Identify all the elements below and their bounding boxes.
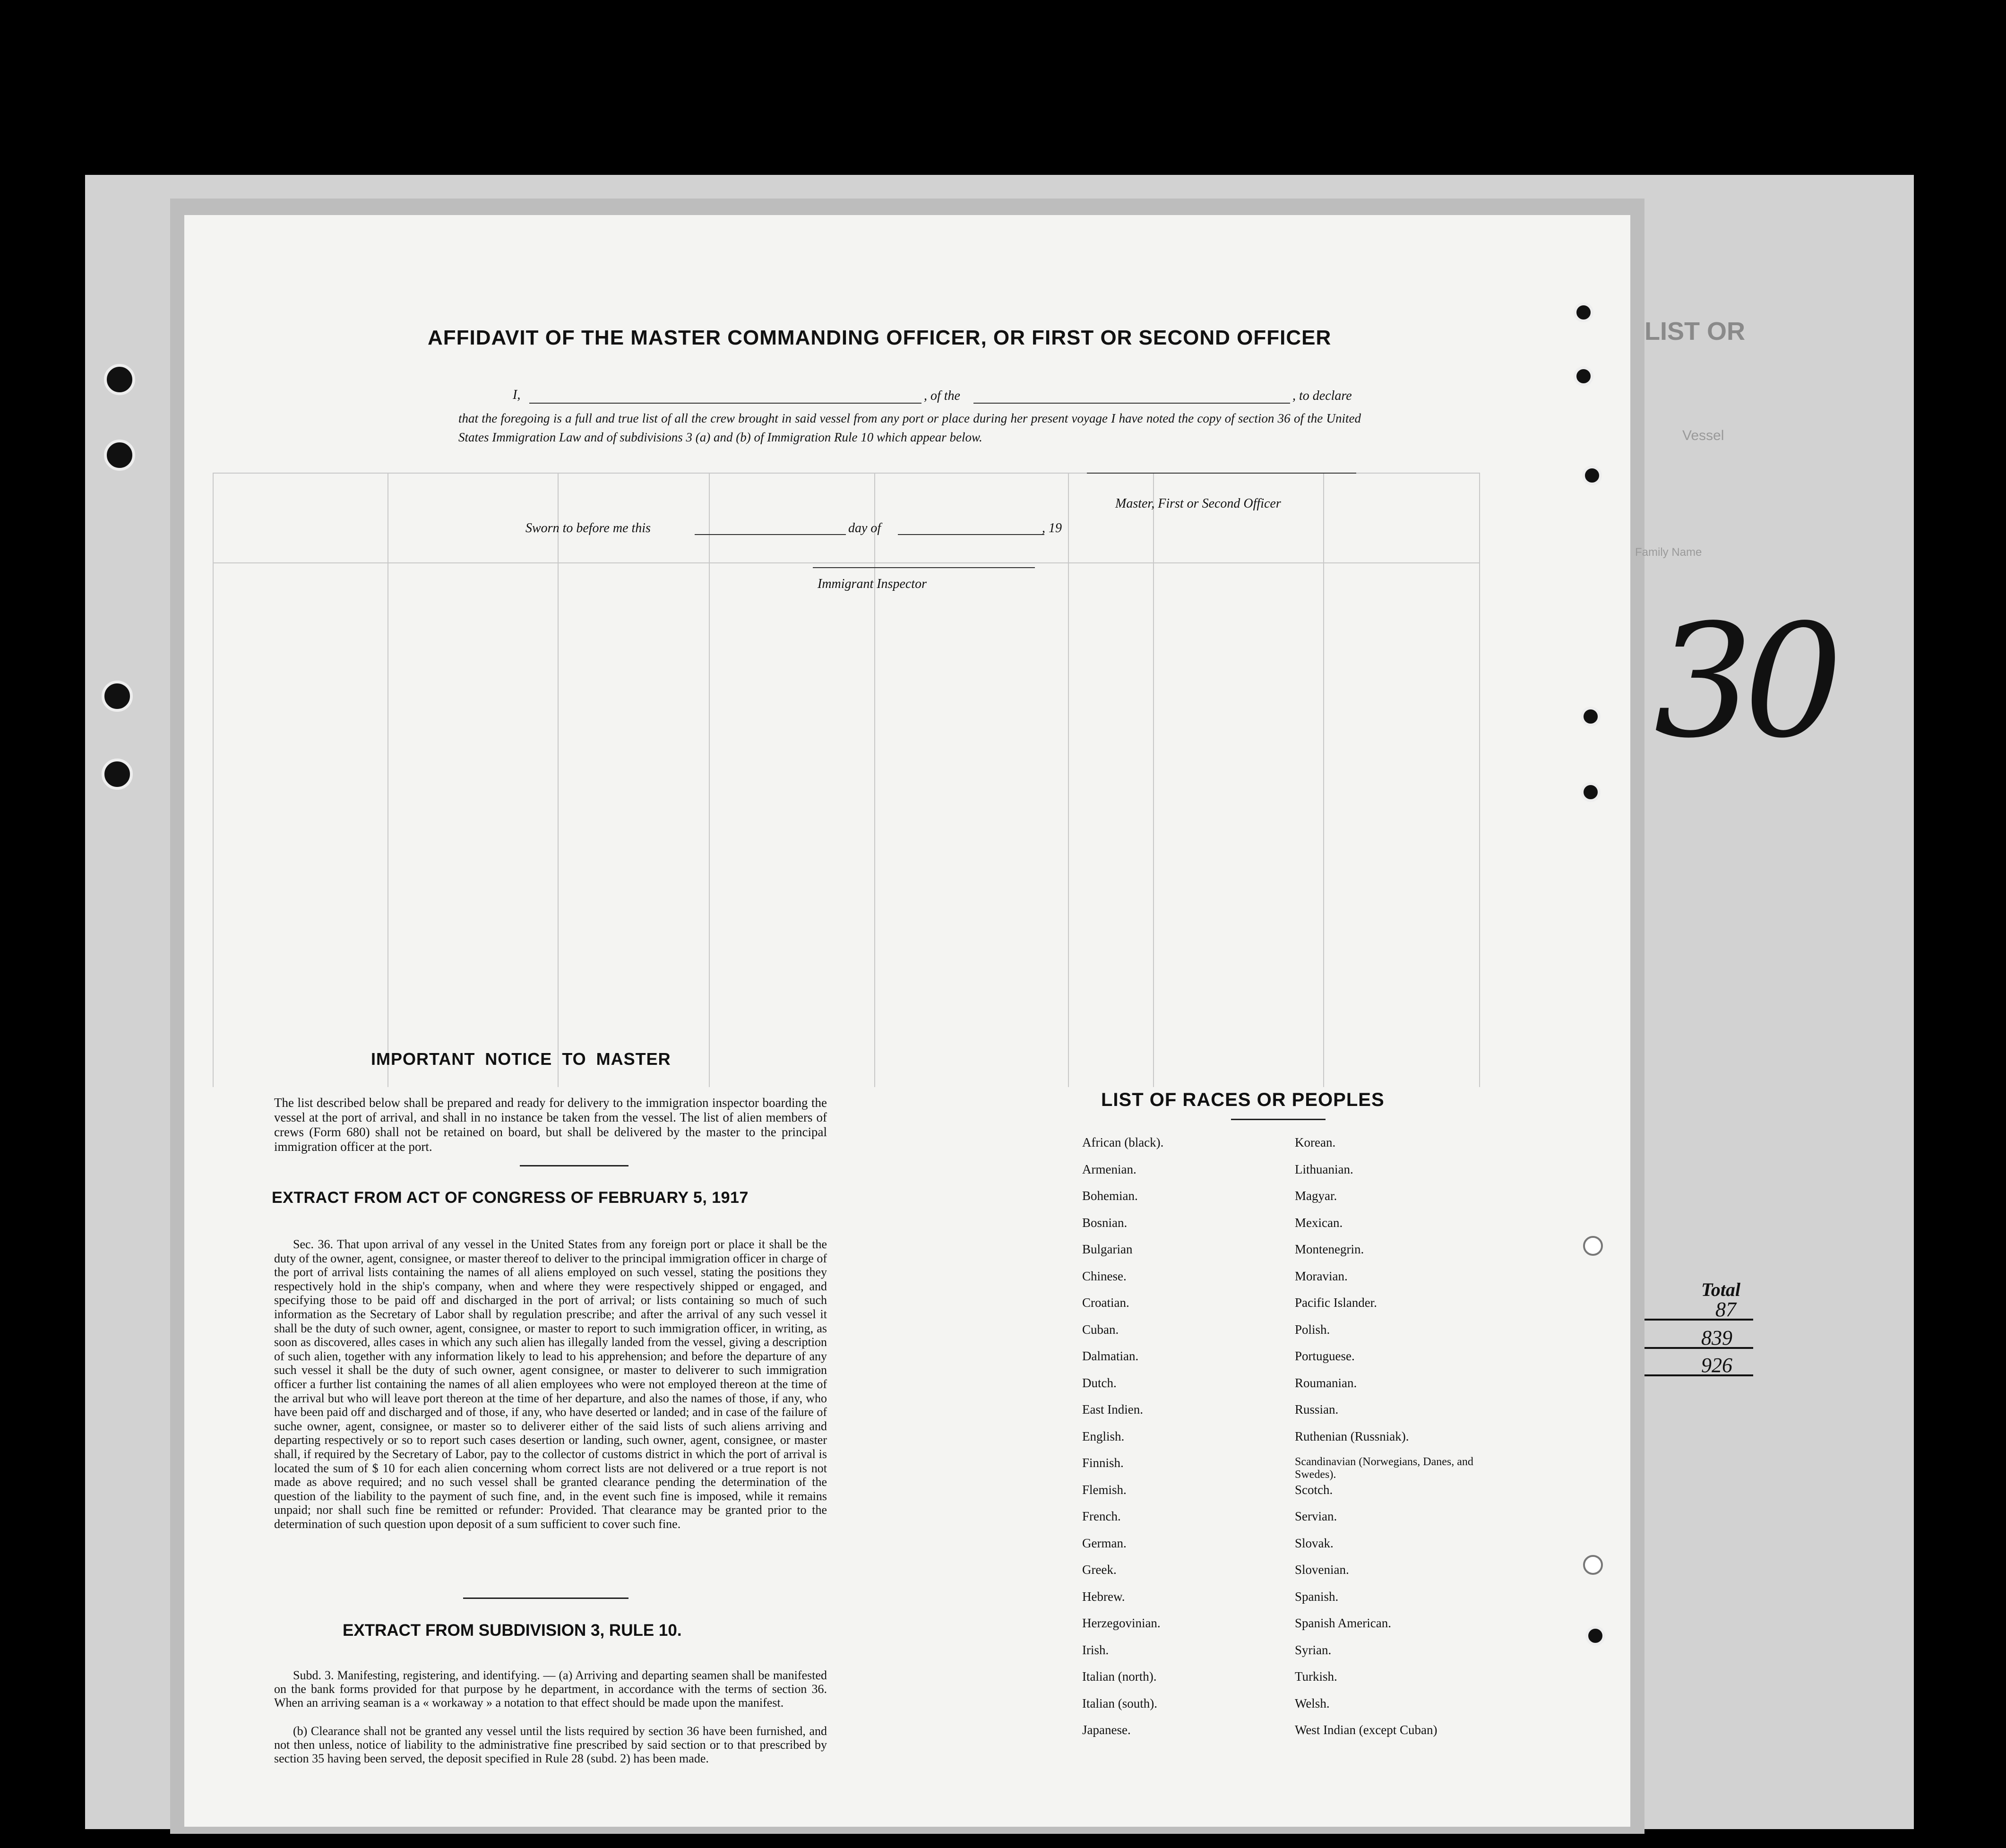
list-heading-partial: LIST OR: [1644, 317, 1745, 345]
race-item: Flemish.: [1082, 1482, 1127, 1497]
signature-blank: [1087, 473, 1356, 474]
race-item: Slovenian.: [1295, 1563, 1349, 1577]
race-item: Syrian.: [1295, 1642, 1332, 1657]
race-item: African (black).: [1082, 1135, 1164, 1149]
name-blank: [529, 403, 921, 404]
divider: [1231, 1119, 1326, 1120]
total-label: Total: [1701, 1279, 1740, 1300]
race-item: West Indian (except Cuban): [1295, 1723, 1438, 1737]
race-item: Mexican.: [1295, 1215, 1343, 1230]
sworn-month-blank: [898, 534, 1044, 535]
punch-hole: [1585, 1626, 1605, 1646]
totals-rule-1: [1644, 1319, 1753, 1321]
grid-line: [213, 473, 214, 1087]
race-item: Armenian.: [1082, 1162, 1136, 1176]
race-item: Bosnian.: [1082, 1215, 1128, 1230]
race-item: Welsh.: [1295, 1696, 1330, 1710]
grid-line: [874, 473, 875, 1087]
totals-rule-2: [1644, 1347, 1753, 1349]
total-value-2: 839: [1701, 1326, 1732, 1349]
race-item: Slovak.: [1295, 1536, 1334, 1550]
vessel-blank: [973, 403, 1290, 404]
punch-hole: [1583, 1555, 1603, 1575]
affidavit-title: AFFIDAVIT OF THE MASTER COMMANDING OFFICER, OR FIRST OR SECOND OFFICER: [428, 326, 1332, 349]
punch-hole: [1574, 302, 1593, 322]
extract-act-body: Sec. 36. That upon arrival of any vessel in the United States from any foreign port or place it shall be the duty of the owner, agent, consignee, or master thereof to deliver to the principal immigration officer in charge of the port of arrival lists containing the names of all aliens employed on such vessel, stating the positions they respectively hold in the ship's company, when and where they were respectively shipped or engaged, and specifying those to be paid off and discharged in the port of arrival; or lists containing so much of such information as the Secretary of Labor shall by regulation prescribe; and after the arrival of any such vessel it shall be the duty of such owner, agent, consignee, or master to report to such immigration officer, in writing, as soon as discovered, alles cases in which any such alien has illegally landed from the vessel, giving a description of such alien, together with any information likely to lead to his apprehension; and before the departure of any such vessel it shall be the duty of such owner, agent consignee, or master to deliverer to such immigration officer a further list containing the names of all alien employees who were not employed thereon at the time of the arrival but who will leave port thereon at the time of her departure, and also the names of those, if any, who have been paid off and discharged and of those, if any, who have deserted or landed; and in case of the failure of suche owner, agent, consignee, or master so to deliverer either of the said lists of such aliens arriving and departing respectively or so to report such cases desertion or landing, such owner, agent, consignee, or master shall, if required by the Secretary of Labor, pay to the collector of customs district in which the port of arrival is located the sum of $ 10 for each alien concerning whom correct lists are not delivered or a true report is not made as above required; and no such vessel shall be granted clearance pending the determination of the question of the liability to the payment of such fine, and, in the event such fine is imposed, while it remains unpaid; nor shall such fine be remitted or refunder: Provided. That clearance may be granted prior to the determination of such question upon deposit of a sum sufficient to cover such fine.: [274, 1237, 827, 1531]
race-item: Chinese.: [1082, 1269, 1127, 1283]
sworn-label: Sworn to before me this: [525, 521, 651, 535]
punch-hole: [1581, 707, 1601, 726]
race-item: Magyar.: [1295, 1189, 1337, 1203]
binder-hole: [102, 759, 133, 790]
race-item: English.: [1082, 1429, 1125, 1443]
race-item: Turkish.: [1295, 1669, 1337, 1684]
punch-hole: [1574, 366, 1593, 386]
inspector-label: Immigrant Inspector: [818, 577, 927, 591]
sworn-day-blank: [695, 534, 846, 535]
race-item: Finnish.: [1082, 1456, 1124, 1470]
grid-line: [213, 562, 1479, 563]
binder-hole: [102, 681, 133, 712]
affidavit-body: that the foregoing is a full and true list of all the crew brought in said vessel from any port or place during her present voyage I have noted the copy of section 36 of the United States Immigration Law and of subdivisions 3 (a) and (b) of Immigration Rule 10 which appear below.: [458, 411, 1361, 444]
grid-line: [1479, 473, 1480, 1087]
race-item: Italian (north).: [1082, 1669, 1157, 1684]
race-item: Lithuanian.: [1295, 1162, 1353, 1176]
punch-hole: [1583, 1236, 1603, 1256]
binder-hole: [104, 440, 135, 471]
vessel-label: Vessel: [1682, 428, 1724, 443]
grid-line: [1323, 473, 1324, 1087]
race-item: Moravian.: [1295, 1269, 1348, 1283]
race-item: Dutch.: [1082, 1375, 1117, 1390]
grid-line: [1068, 473, 1069, 1087]
divider: [463, 1598, 628, 1599]
inspector-signature-blank: [813, 567, 1035, 568]
day-of-label: day of: [848, 521, 881, 535]
race-item: Bohemian.: [1082, 1189, 1138, 1203]
race-item: Irish.: [1082, 1642, 1109, 1657]
punch-hole: [1581, 782, 1601, 802]
race-item: Pacific Islander.: [1295, 1295, 1377, 1310]
race-item: Japanese.: [1082, 1723, 1131, 1737]
race-item: German.: [1082, 1536, 1127, 1550]
divider: [520, 1165, 628, 1166]
extract-rule-para-b: (b) Clearance shall not be granted any vessel until the lists required by section 36 have been furnished, and not then unless, notice of liability to the administrative fine prescribed by said section or to that prescribed by section 35 having been served, the deposit specified in Rule 28 (subd. 2) has been made.: [274, 1724, 827, 1765]
race-item: Italian (south).: [1082, 1696, 1157, 1710]
grid-line: [1153, 473, 1154, 1087]
total-value-1: 87: [1715, 1298, 1736, 1321]
total-value-3: 926: [1701, 1354, 1732, 1377]
extract-rule-para-a: Subd. 3. Manifesting, registering, and identifying. — (a) Arriving and departing seamen shall be manifested on the bank forms provided for that purpose by he department, in accordance with the terms of section 36. When an arriving seaman is a « workaway » a notation to that effect should be made upon the manifest.: [274, 1668, 827, 1710]
race-item: Montenegrin.: [1295, 1242, 1364, 1256]
race-item: East Indien.: [1082, 1402, 1143, 1416]
notice-body: The list described below shall be prepared and ready for delivery to the immigration inspector boarding the vessel at the port of arrival, and shall in no instance be taken from the vessel. The list of alien members of crews (Form 680) shall not be retained on board, but shall be delivered by the master to the principal immigration officer at the port.: [274, 1096, 827, 1154]
race-item: Cuban.: [1082, 1322, 1119, 1337]
race-item: Scotch.: [1295, 1482, 1333, 1497]
affidavit-to-declare-label: , to declare: [1292, 389, 1352, 403]
affidavit-i-label: I,: [513, 388, 521, 402]
race-item: Greek.: [1082, 1563, 1117, 1577]
race-item: Roumanian.: [1295, 1375, 1357, 1390]
race-item: Dalmatian.: [1082, 1349, 1139, 1363]
grid-line: [709, 473, 710, 1087]
punch-hole: [1582, 466, 1602, 485]
race-item: Croatian.: [1082, 1295, 1129, 1310]
grid-line: [387, 473, 388, 1087]
column-header-family-name: Family Name: [1635, 546, 1702, 559]
race-item: Spanish.: [1295, 1589, 1339, 1604]
race-item: Hebrew.: [1082, 1589, 1125, 1604]
race-item: Polish.: [1295, 1322, 1330, 1337]
races-title: LIST OF RACES OR PEOPLES: [1101, 1089, 1385, 1110]
handwritten-number: 30: [1654, 591, 1834, 772]
race-item: Ruthenian (Russniak).: [1295, 1429, 1409, 1443]
race-item: Portuguese.: [1295, 1349, 1355, 1363]
race-item: Herzegovinian.: [1082, 1616, 1161, 1630]
totals-rule-3: [1644, 1374, 1753, 1376]
race-item: Scandinavian (Norwegians, Danes, and Swedes).: [1295, 1456, 1473, 1481]
extract-rule-title: EXTRACT FROM SUBDIVISION 3, RULE 10.: [343, 1621, 682, 1640]
race-item: Bulgarian: [1082, 1242, 1133, 1256]
notice-title: IMPORTANT NOTICE TO MASTER: [371, 1049, 671, 1069]
race-item: Korean.: [1295, 1135, 1336, 1149]
grid-line: [558, 473, 559, 1087]
race-item: Servian.: [1295, 1509, 1337, 1523]
race-item: Russian.: [1295, 1402, 1339, 1416]
signature-label: Master, First or Second Officer: [1115, 496, 1281, 511]
binder-hole: [104, 364, 135, 395]
extract-act-title: EXTRACT FROM ACT OF CONGRESS OF FEBRUARY 5, 1917: [272, 1189, 749, 1207]
affidavit-of-the-label: , of the: [924, 389, 960, 403]
race-item: Spanish American.: [1295, 1616, 1391, 1630]
affidavit-sheet: [184, 215, 1630, 1827]
race-item: French.: [1082, 1509, 1121, 1523]
year-label: , 19: [1042, 521, 1062, 535]
